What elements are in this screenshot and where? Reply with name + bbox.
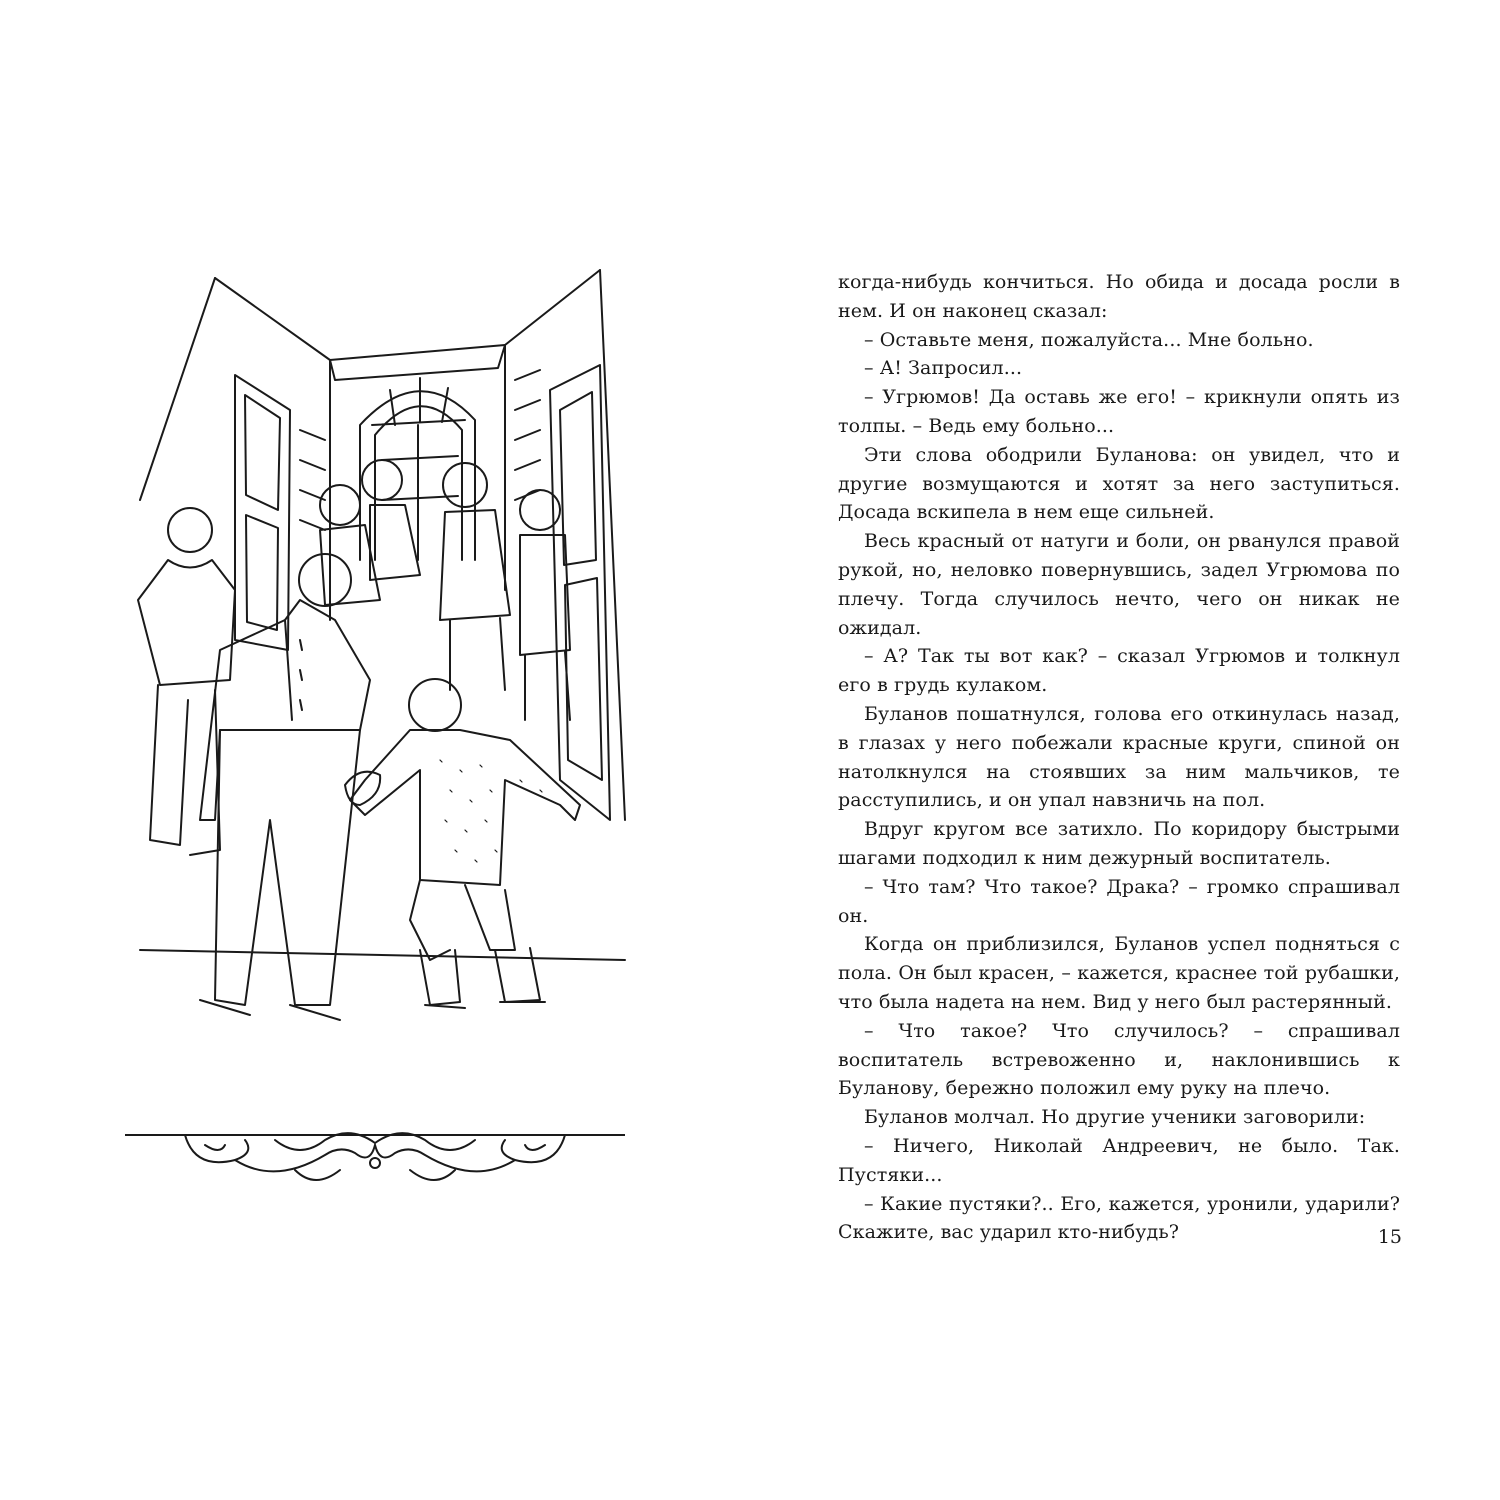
paragraph: Вдруг кругом все затихло. По коридору быстрыми шагами подходил к ним дежурный воспитатель.: [838, 818, 1400, 869]
paragraph: Когда он приблизился, Буланов успел подняться с пола. Он был красен, – кажется, краснее той рубашки, что была надета на нем. Вид у него был растерянный.: [838, 933, 1400, 1013]
left-page: [120, 260, 630, 1200]
paragraph: – А! Запросил...: [864, 357, 1023, 380]
pen-ink-illustration-icon: [120, 260, 630, 1090]
paragraph: – Угрюмов! Да оставь же его! – крикнули опять из толпы. – Ведь ему больно...: [838, 386, 1400, 437]
flourish-divider-icon: [125, 1115, 625, 1195]
paragraph: – Какие пустяки?.. Его, кажется, уронили, ударили? Скажите, вас ударил кто-нибудь?: [838, 1192, 1400, 1244]
paragraph: Весь красный от натуги и боли, он рванулся правой рукой, но, неловко повернувшись, задел Угрюмова по плечу. Тогда случилось нечто, чего он никак не ожидал.: [838, 530, 1400, 639]
paragraph: Буланов молчал. Но другие ученики заговорили:: [864, 1106, 1366, 1129]
page-number: 15: [1377, 1226, 1402, 1248]
paragraph: Эти слова ободрили Буланова: он увидел, что и другие возмущаются и хотят за него заступиться. Досада вскипела в нем еще сильней.: [838, 443, 1400, 524]
paragraph: Буланов пошатнулся, голова его откинулась назад, в глазах у него побежали красные круги, спиной он натолкнулся на стоявших за ним мальчиков, те расступились, и он упал навзничь на пол.: [838, 702, 1400, 812]
right-page-text-block: [838, 268, 1400, 1247]
paragraph: – Что такое? Что случилось? – спрашивал воспитатель встревоженно и, наклонившись к Буланову, бережно положил ему руку на плечо.: [838, 1019, 1400, 1100]
paragraph: – А? Так ты вот как? – сказал Угрюмов и толкнул его в грудь кулаком.: [838, 645, 1400, 697]
paragraph: когда-нибудь кончиться. Но обида и досада росли в нем. И он наконец сказал:: [838, 271, 1400, 322]
paragraph: – Что там? Что такое? Драка? – громко спрашивал он.: [838, 875, 1400, 927]
paragraph: – Ничего, Николай Андреевич, не было. Так. Пустяки...: [838, 1134, 1400, 1186]
paragraph: – Оставьте меня, пожалуйста... Мне больно.: [864, 328, 1314, 351]
